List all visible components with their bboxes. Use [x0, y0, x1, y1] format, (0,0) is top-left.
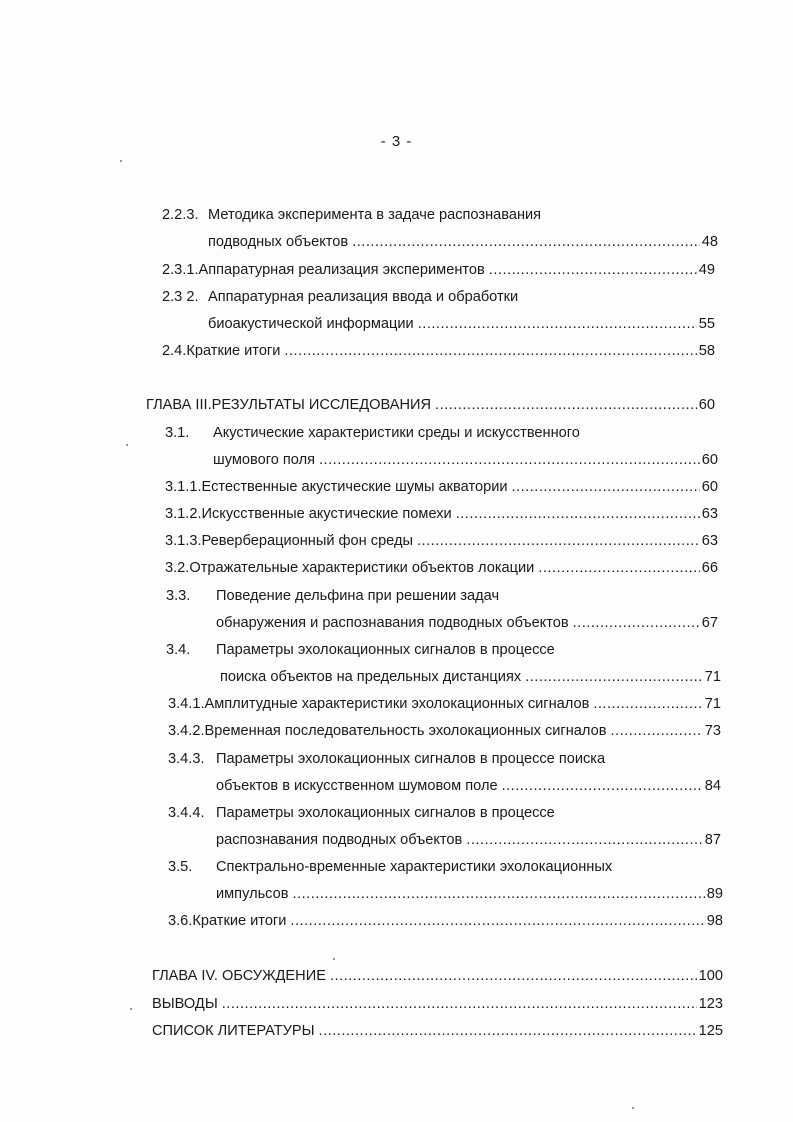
- toc-entry-number: 2.3 2.: [162, 289, 199, 305]
- toc-entry-number: 3.2.: [165, 560, 190, 576]
- toc-entry-2-2-3-continuation: [208, 234, 718, 254]
- toc-entry-title-continued: распознавания подводных объектов: [216, 832, 463, 848]
- toc-entry-title-continued: подводных объектов: [208, 234, 349, 250]
- toc-entry-3-1-3: [165, 533, 718, 553]
- toc-entry-3-4-4-continuation: [216, 832, 721, 852]
- toc-page-number: 100: [698, 968, 723, 984]
- toc-entry-number: 3.4.4.: [168, 805, 205, 821]
- toc-entry-number: 2.4.: [162, 343, 187, 359]
- toc-entry-number: 2.2.3.: [162, 207, 199, 223]
- toc-entry-3-6: [168, 913, 723, 933]
- toc-entry-2-2-3: [162, 207, 722, 227]
- dot-leader: [489, 262, 697, 278]
- toc-entry-3-4-2: [168, 723, 721, 743]
- toc-entry-title-continued: импульсов: [216, 886, 289, 902]
- toc-entry-title: Краткие итоги: [186, 343, 281, 359]
- toc-entry-number: 3.4.: [166, 642, 191, 658]
- toc-entry-number: 3.3.: [166, 588, 191, 604]
- toc-entry-title: Спектрально-временные характеристики эхолокационных: [216, 859, 613, 875]
- toc-entry-number: 3.4.2.: [168, 723, 205, 739]
- dot-leader: [573, 615, 700, 631]
- toc-entry-2-3-2: [162, 289, 722, 309]
- toc-page-number: 60: [698, 397, 715, 413]
- dot-leader: [502, 778, 703, 794]
- toc-entry-3-1-2: [165, 506, 718, 526]
- toc-page-number: 49: [698, 262, 715, 278]
- toc-page-number: 66: [701, 560, 718, 576]
- toc-page-number: 73: [704, 723, 721, 739]
- toc-page-number: 71: [704, 669, 721, 685]
- toc-page-number: 98: [706, 913, 723, 929]
- scan-speck: [632, 1107, 634, 1109]
- page-number: - 3 -: [380, 133, 413, 150]
- toc-entry-title: Параметры эхолокационных сигналов в процессе: [216, 805, 555, 821]
- toc-entry-title: Реверберационный фон среды: [201, 533, 413, 549]
- scan-speck: [130, 1008, 132, 1010]
- toc-entry-3-5-continuation: [216, 886, 723, 906]
- toc-entry-3-4-4: [168, 805, 728, 825]
- toc-entry-3-4-3-continuation: [216, 778, 721, 798]
- toc-entry-3-5: [168, 859, 728, 879]
- toc-page-number: 63: [701, 506, 718, 522]
- toc-references: [152, 1023, 723, 1043]
- toc-entry-title: Искусственные акустические помехи: [201, 506, 452, 522]
- dot-leader: [512, 479, 700, 495]
- dot-leader: [222, 996, 697, 1012]
- dot-leader: [330, 968, 697, 984]
- toc-page-number: 58: [698, 343, 715, 359]
- dot-leader: [417, 533, 700, 549]
- toc-chapter-3: [146, 397, 715, 417]
- toc-entry-title: ГЛАВА IV. ОБСУЖДЕНИЕ: [152, 968, 326, 984]
- toc-entry-number: 3.4.1.: [168, 696, 205, 712]
- toc-page-number: 125: [698, 1023, 723, 1039]
- toc-entry-2-3-1: [162, 262, 715, 282]
- toc-entry-title: Параметры эхолокационных сигналов в процессе: [216, 642, 555, 658]
- toc-entry-3-1: [165, 425, 725, 445]
- toc-entry-3-2: [165, 560, 718, 580]
- toc-entry-title-continued: обнаружения и распознавания подводных объектов: [216, 615, 569, 631]
- toc-entry-title: Аппаратурная реализация экспериментов: [198, 262, 485, 278]
- dot-leader: [466, 832, 702, 848]
- toc-page-number: 63: [701, 533, 718, 549]
- dot-leader: [293, 886, 705, 902]
- toc-entry-title: РЕЗУЛЬТАТЫ ИССЛЕДОВАНИЯ: [211, 397, 432, 413]
- toc-page-number: 87: [704, 832, 721, 848]
- toc-page-number: 48: [701, 234, 718, 250]
- toc-page-number: 71: [704, 696, 721, 712]
- toc-entry-title: Аппаратурная реализация ввода и обработки: [208, 289, 519, 305]
- dot-leader: [538, 560, 699, 576]
- toc-page-number: 89: [706, 886, 723, 902]
- scan-speck: [120, 160, 122, 162]
- toc-entry-title: Методика эксперимента в задаче распознавания: [208, 207, 542, 223]
- toc-entry-title-continued: поиска объектов на предельных дистанциях: [220, 669, 522, 685]
- dot-leader: [610, 723, 702, 739]
- toc-page-number: 55: [698, 316, 715, 332]
- toc-entry-number: 3.1.3.: [165, 533, 202, 549]
- toc-entry-title: Акустические характеристики среды и искусственного: [213, 425, 580, 441]
- toc-conclusions: [152, 996, 723, 1016]
- scan-speck: [333, 958, 335, 960]
- dot-leader: [435, 397, 697, 413]
- toc-entry-3-3: [166, 588, 726, 608]
- toc-entry-title: Временная последовательность эхолокационных сигналов: [204, 723, 607, 739]
- toc-entry-2-4: [162, 343, 715, 363]
- toc-page-number: 60: [701, 452, 718, 468]
- dot-leader: [593, 696, 702, 712]
- toc-entry-title-continued: объектов в искусственном шумовом поле: [216, 778, 498, 794]
- toc-entry-title-continued: биоакустической информации: [208, 316, 414, 332]
- toc-page-number: 123: [698, 996, 723, 1012]
- toc-entry-3-4: [166, 642, 726, 662]
- dot-leader: [284, 343, 696, 359]
- toc-entry-title: Отражательные характеристики объектов локации: [189, 560, 535, 576]
- dot-leader: [456, 506, 700, 522]
- toc-page-number: 67: [701, 615, 718, 631]
- toc-entry-title: Амплитудные характеристики эхолокационных сигналов: [204, 696, 590, 712]
- toc-entry-number: 3.1.1.: [165, 479, 202, 495]
- toc-entry-number: 3.1.2.: [165, 506, 202, 522]
- toc-entry-title: ВЫВОДЫ: [152, 996, 218, 1012]
- toc-entry-title: Естественные акустические шумы акватории: [201, 479, 508, 495]
- toc-entry-title: Краткие итоги: [192, 913, 287, 929]
- dot-leader: [319, 1023, 697, 1039]
- toc-entry-3-1-1: [165, 479, 718, 499]
- toc-entry-3-4-1: [168, 696, 721, 716]
- toc-entry-3-1-continuation: [213, 452, 718, 472]
- toc-entry-3-3-continuation: [216, 615, 718, 635]
- toc-page-number: 60: [701, 479, 718, 495]
- toc-entry-number: 3.5.: [168, 859, 193, 875]
- toc-entry-3-4-3: [168, 751, 728, 771]
- toc-entry-number: 3.4.3.: [168, 751, 205, 767]
- toc-entry-title: Параметры эхолокационных сигналов в процессе поиска: [216, 751, 606, 767]
- scan-speck: [126, 444, 128, 446]
- dot-leader: [352, 234, 700, 250]
- toc-entry-title: СПИСОК ЛИТЕРАТУРЫ: [152, 1023, 315, 1039]
- toc-page-number: 84: [704, 778, 721, 794]
- toc-chapter-label: ГЛАВА III.: [146, 397, 212, 413]
- toc-entry-title-continued: шумового поля: [213, 452, 315, 468]
- toc-entry-number: 2.3.1.: [162, 262, 199, 278]
- dot-leader: [319, 452, 700, 468]
- toc-entry-title: Поведение дельфина при решении задач: [216, 588, 500, 604]
- dot-leader: [290, 913, 704, 929]
- toc-entry-3-4-continuation: [220, 669, 721, 689]
- toc-entry-number: 3.1.: [165, 425, 190, 441]
- dot-leader: [525, 669, 703, 685]
- dot-leader: [418, 316, 697, 332]
- toc-chapter-4: [152, 968, 723, 988]
- toc-entry-2-3-2-continuation: [208, 316, 715, 336]
- toc-entry-number: 3.6.: [168, 913, 193, 929]
